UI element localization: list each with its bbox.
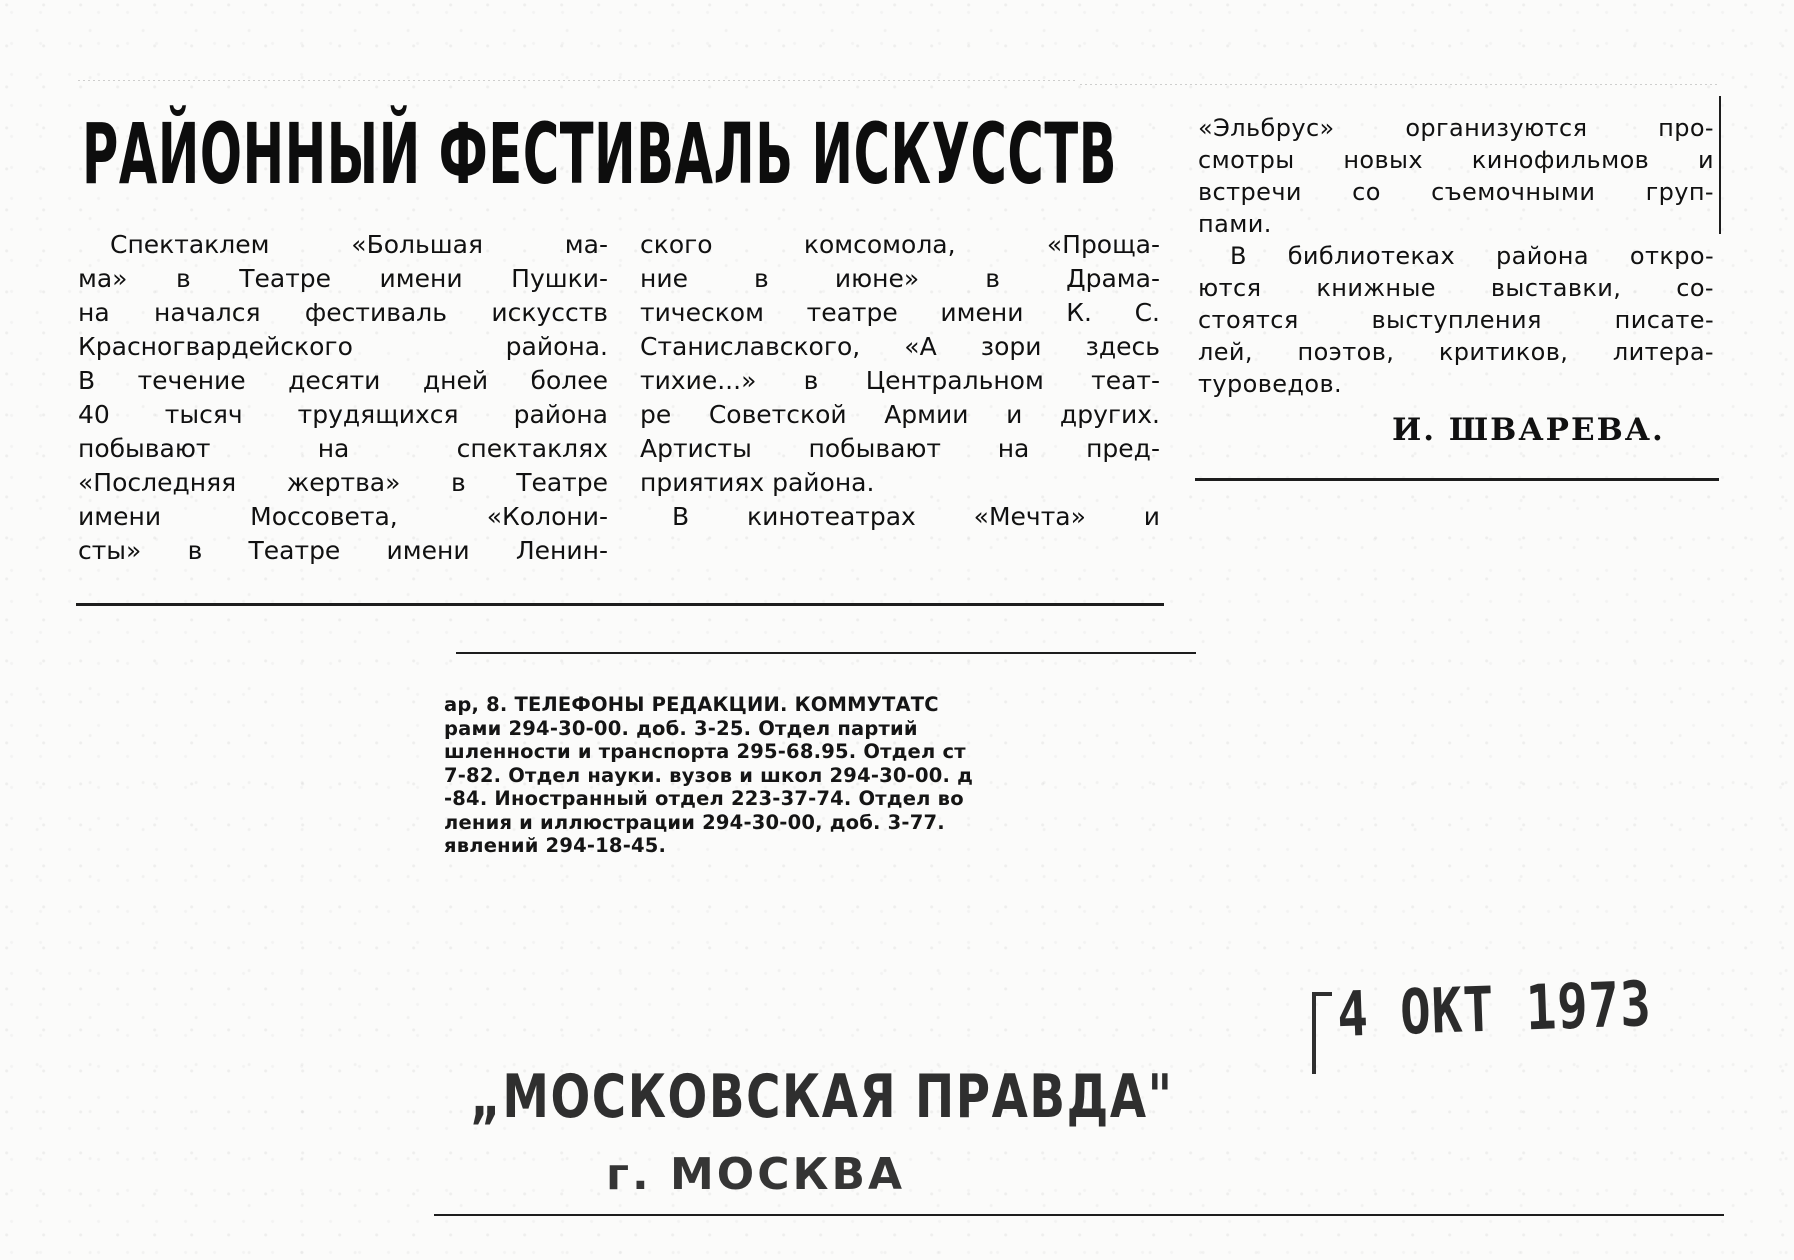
imprint-top-rule <box>456 652 1196 654</box>
article-line: приятиях района. <box>640 468 875 497</box>
imprint-line: рами 294-30-00. доб. 3-25. Отдел партий <box>444 716 918 740</box>
column3-bottom-rule <box>1195 478 1719 481</box>
article-line: пами. <box>1198 210 1272 238</box>
article-line: В библиотеках района откро- <box>1230 242 1714 270</box>
article-line: ре Советской Армии и других. <box>640 400 1160 429</box>
article-line: сты» в Театре имени Ленин- <box>78 536 608 565</box>
article-line: встречи со съемочными груп- <box>1198 178 1714 206</box>
date-stamp: 4 ОКТ 1973 <box>1336 967 1653 1051</box>
imprint-line: ар, 8. ТЕЛЕФОНЫ РЕДАКЦИИ. КОММУТАТС <box>444 693 939 716</box>
imprint-line: шленности и транспорта 295-68.95. Отдел ст <box>444 740 966 763</box>
column-border-right <box>1719 96 1721 234</box>
article-line: ние в июне» в Драма- <box>640 264 1160 293</box>
article-line: ма» в Театре имени Пушки- <box>78 264 608 293</box>
article-line: имени Моссовета, «Колони- <box>78 502 608 531</box>
clipping-bottom-rule <box>434 1214 1724 1216</box>
article-line: Артисты побывают на пред- <box>640 434 1160 463</box>
article-signature: И. ШВАРЕВА. <box>1392 412 1665 448</box>
article-line: тическом театре имени К. С. <box>640 298 1160 327</box>
article-line: побывают на спектаклях <box>78 434 608 463</box>
article-line: 40 тысяч трудящихся района <box>78 400 608 429</box>
article-column-2 <box>640 228 1160 534</box>
article-headline: РАЙОННЫЙ ФЕСТИВАЛЬ ИСКУССТВ <box>82 105 1118 203</box>
imprint-line: -84. Иностранный отдел 223-37-74. Отдел во <box>444 787 964 810</box>
article-line: туроведов. <box>1198 370 1343 398</box>
article-line: Станиславского, «А зори здесь <box>640 332 1160 361</box>
article-line: «Последняя жертва» в Театре <box>78 468 608 497</box>
imprint-line: явлений 294-18-45. <box>444 834 667 857</box>
article-line: смотры новых кинофильмов и <box>1198 146 1714 174</box>
city-stamp: г. МОСКВА <box>606 1149 906 1200</box>
newspaper-name-stamp: „МОСКОВСКАЯ ПРАВДА" <box>470 1062 1174 1132</box>
article-column-3 <box>1198 112 1714 400</box>
editorial-phones-imprint <box>444 693 1195 893</box>
article-line: «Эльбрус» организуются про- <box>1198 114 1714 142</box>
scan-edge-top <box>78 80 1078 81</box>
article-line: стоятся выступления писате- <box>1198 306 1714 334</box>
article-line: тихие...» в Центральном теат- <box>640 366 1160 395</box>
imprint-line: 7-82. Отдел науки. вузов и школ 294-30-00. д <box>444 763 974 787</box>
article-line: Спектаклем «Большая ма- <box>110 230 608 259</box>
article-bottom-rule <box>76 603 1164 606</box>
article-line: В кинотеатрах «Мечта» и <box>672 502 1160 531</box>
article-line: Красногвардейского района. <box>78 332 608 361</box>
article-line: на начался фестиваль искусств <box>78 298 608 327</box>
article-line: ются книжные выставки, со- <box>1198 274 1714 302</box>
scan-edge-top-right <box>1080 84 1720 85</box>
date-stamp-bracket <box>1312 992 1332 1074</box>
article-line: В течение десяти дней более <box>78 366 608 395</box>
article-column-1 <box>78 228 608 568</box>
imprint-line: ления и иллюстрации 294-30-00, доб. 3-77. <box>444 810 945 834</box>
article-line: ского комсомола, «Проща- <box>640 230 1160 259</box>
article-line: лей, поэтов, критиков, литера- <box>1198 338 1714 366</box>
